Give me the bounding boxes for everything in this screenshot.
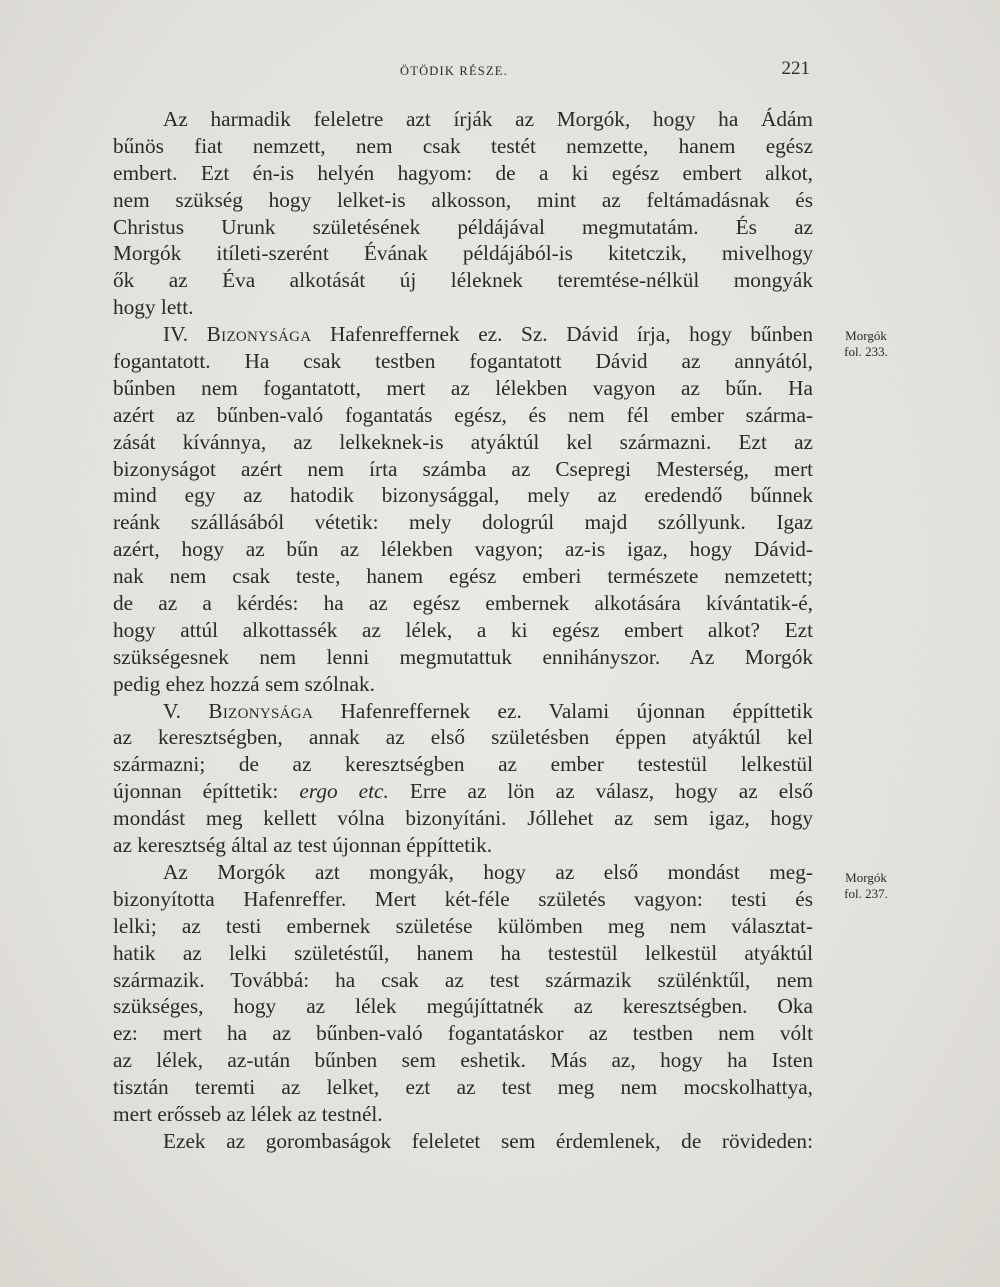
- margin-note-line: fol. 233.: [844, 344, 888, 359]
- text-line: bűnben nem fogantatott, mert az lélekben vagyon az bűn. Ha: [113, 375, 813, 400]
- text-line: az keresztségben, annak az első születésben éppen atyáktúl kel: [113, 725, 813, 750]
- text-line: Morgók itíleti-szerént Évának példájából-is kitetczik, mivelhogy: [113, 241, 813, 266]
- text-line: szükséges, hogy az lélek megújíttatnék az keresztségben. Oka: [113, 994, 813, 1019]
- section-numeral: IV.: [163, 322, 189, 347]
- text-line: ez: mert ha az bűnben-való fogantatáskor az testben nem vólt: [113, 1021, 813, 1046]
- text-line: zását kívánnya, az lelkeknek-is atyáktúl kel származni. Ezt az: [113, 429, 813, 454]
- section-numeral: V.: [163, 698, 181, 723]
- text-line: származik. Továbbá: ha csak az test származik szülénktűl, nem: [113, 967, 813, 992]
- section-label: Bizonysága: [208, 698, 314, 723]
- text-line: embert. Ezt én-is helyén hagyom: de a ki egész embert alkot,: [113, 160, 813, 185]
- text-line: Christus Urunk születésének példájával megmutatám. És az: [113, 214, 813, 239]
- text-line: mind egy az hatodik bizonysággal, mely az eredendő bűnnek: [113, 483, 813, 508]
- text-line: [113, 321, 813, 348]
- body-text: [113, 106, 813, 1155]
- page-number: 221: [781, 58, 810, 79]
- page-header: [110, 58, 810, 88]
- text-line: pedig ehez hozzá sem szólnak.: [113, 671, 375, 696]
- margin-note: [826, 870, 906, 902]
- text-line: az lélek, az-után bűnben sem eshetik. Más az, hogy ha Isten: [113, 1048, 813, 1073]
- text-line: Az Morgók azt mongyák, hogy az első mondást meg-: [163, 859, 813, 884]
- text-run: újonnan építtetik:: [113, 779, 279, 804]
- running-head: ÖTÖDIK RÉSZE.: [400, 64, 508, 78]
- text-line: hogy attúl alkottassék az lélek, a ki egész embert alkot? Ezt: [113, 617, 813, 642]
- text-line: ők az Éva alkotását új léleknek teremtése-nélkül mongyák: [113, 268, 813, 293]
- text-line: fogantatott. Ha csak testben fogantatott Dávid az annyától,: [113, 349, 813, 374]
- text-line: [113, 698, 813, 725]
- text-line: mondást meg kellett vólna bizonyítáni. Jóllehet az sem igaz, hogy: [113, 806, 813, 831]
- margin-note-line: Morgók: [845, 328, 887, 343]
- margin-note: [826, 328, 906, 360]
- text-line: azért az bűnben-való fogantatás egész, és nem fél ember szárma-: [113, 402, 813, 427]
- text-line: bizonyságot azért nem írta számba az Csepregi Mesterség, mert: [113, 456, 813, 481]
- italic-phrase: ergo etc.: [299, 779, 389, 804]
- text-run: Hafenreffernek ez. Valami újonnan éppíttetik: [340, 698, 813, 723]
- text-line: azért, hogy az bűn az lélekben vagyon; az-is igaz, hogy Dávid-: [113, 537, 813, 562]
- text-line: hogy lett.: [113, 295, 194, 320]
- text-line: származni; de az keresztségben az ember testestül lelkestül: [113, 752, 813, 777]
- text-line: [113, 778, 813, 805]
- text-line: tisztán teremti az lelket, ezt az test meg nem mocskolhattya,: [113, 1075, 813, 1100]
- text-line: bizonyította Hafenreffer. Mert két-féle születés vagyon: testi és: [113, 886, 813, 911]
- text-line: bűnös fiat nemzett, nem csak testét nemzette, hanem egész: [113, 133, 813, 158]
- text-run: Erre az lön az válasz, hogy az első: [409, 779, 814, 804]
- text-line: hatik az lelki születéstűl, hanem ha testestül lelkestül atyáktúl: [113, 940, 813, 965]
- text-line: nak nem csak teste, hanem egész emberi természete nemzetett;: [113, 564, 813, 589]
- section-label: Bizonysága: [206, 322, 312, 347]
- text-line: Ezek az gorombaságok feleletet sem érdemlenek, de rövideden:: [163, 1128, 813, 1153]
- text-run: Hafenreffernek ez. Sz. Dávid írja, hogy bűnben: [329, 322, 814, 347]
- margin-note-line: Morgók: [845, 870, 887, 885]
- text-line: reánk szállásából vétetik: mely dologrúl majd szóllyunk. Igaz: [113, 510, 813, 535]
- text-line: Az harmadik feleletre azt írják az Morgók, hogy ha Ádám: [163, 107, 813, 131]
- text-line: lelki; az testi embernek születése külömben meg nem választat-: [113, 913, 813, 938]
- text-line: az keresztség által az test újonnan éppíttetik.: [113, 833, 493, 858]
- text-line: mert erősseb az lélek az testnél.: [113, 1101, 383, 1126]
- text-line: szükségesnek nem lenni megmutattuk ennihányszor. Az Morgók: [113, 644, 813, 669]
- text-line: de az a kérdés: ha az egész embernek alkotására kívántatik-é,: [113, 591, 813, 616]
- margin-note-line: fol. 237.: [844, 886, 888, 901]
- text-line: nem szükség hogy lelket-is alkosson, mint az feltámadásnak és: [113, 187, 813, 212]
